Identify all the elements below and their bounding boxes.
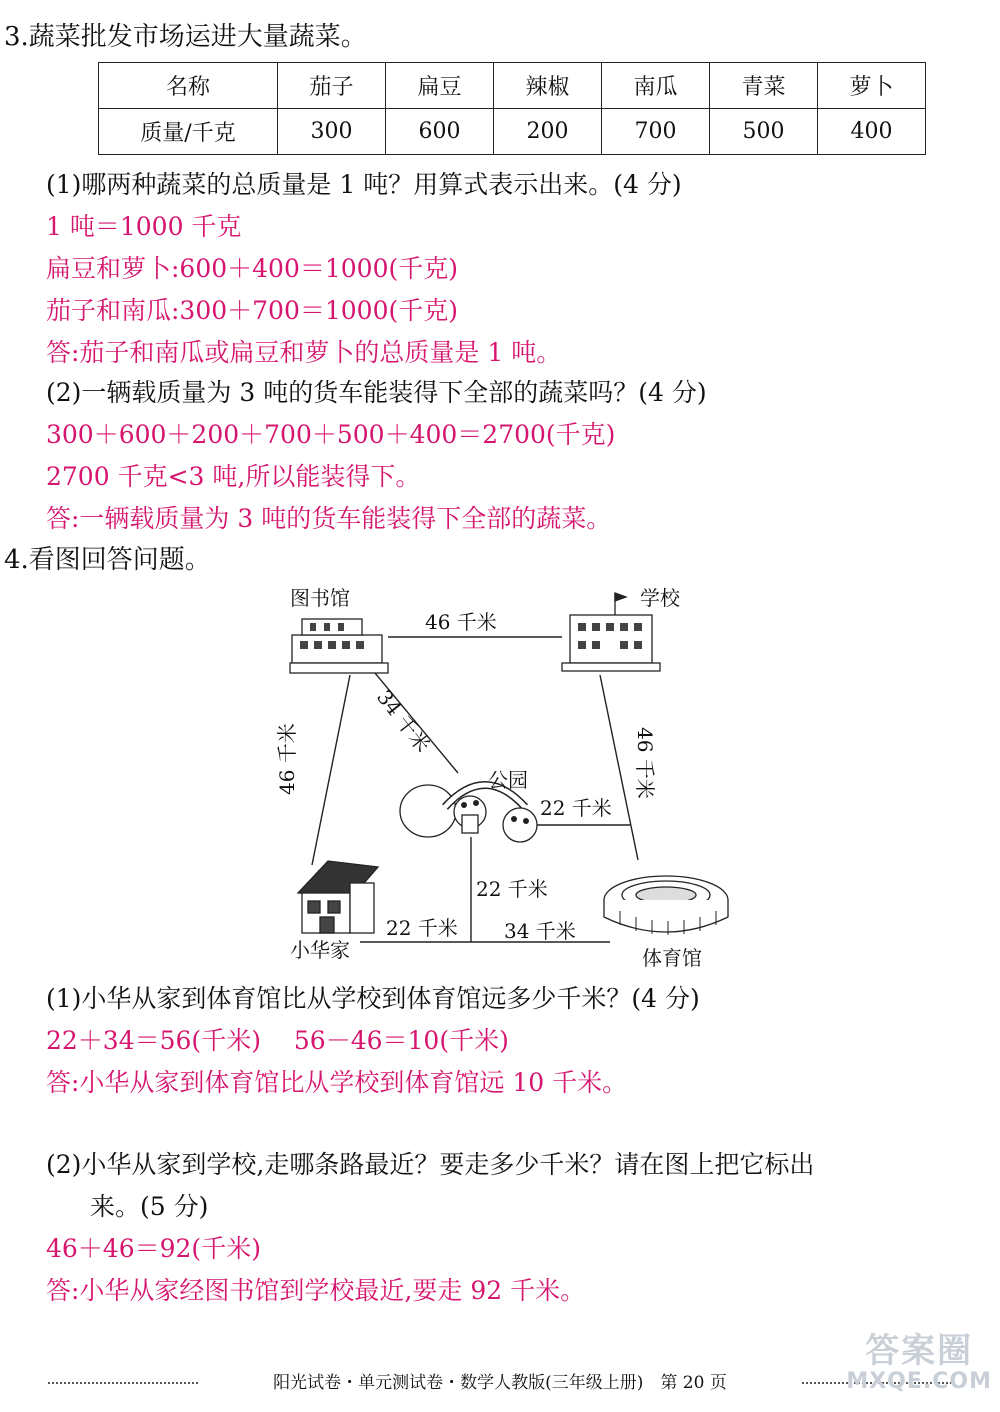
- table-cell: 萝卜: [818, 63, 926, 109]
- q4-part2-answer-line: 46＋46＝92(千米): [46, 1234, 261, 1263]
- footer-divider-left: [48, 1382, 198, 1384]
- table-cell: 500: [710, 109, 818, 155]
- table-cell: 南瓜: [602, 63, 710, 109]
- q3-part2-question: (2)一辆载质量为 3 吨的货车能装得下全部的蔬菜吗？(4 分): [46, 378, 707, 407]
- table-cell: 青菜: [710, 63, 818, 109]
- table-cell: 600: [386, 109, 494, 155]
- q3-part2-answer-line: 300＋600＋200＋700＋500＋400＝2700(千克): [46, 420, 616, 449]
- table-cell: 400: [818, 109, 926, 155]
- road-school-gym: [600, 675, 638, 860]
- q4-part1-answer-line: 答:小华从家到体育馆比从学校到体育馆远 10 千米。: [46, 1068, 628, 1097]
- table-cell: 300: [278, 109, 386, 155]
- home-icon: [298, 861, 378, 933]
- distance-home-mid: 22 千米: [386, 916, 458, 940]
- q4-part2-question: (2)小华从家到学校,走哪条路最近？要走多少千米？请在图上把它标出: [46, 1150, 815, 1179]
- label-gym: 体育馆: [642, 946, 702, 970]
- road-library-home: [312, 675, 350, 865]
- library-icon: [290, 619, 388, 673]
- label-school: 学校: [640, 586, 680, 610]
- label-home: 小华家: [290, 938, 350, 962]
- distance-park-gym: 22 千米: [540, 796, 612, 820]
- q3-part1-answer-line: 答:茄子和南瓜或扁豆和萝卜的总质量是 1 吨。: [46, 338, 562, 367]
- q3-part1-answer-line: 茄子和南瓜:300＋700＝1000(千克): [46, 296, 458, 325]
- table-cell: 扁豆: [386, 63, 494, 109]
- table-cell: 质量/千克: [99, 109, 278, 155]
- watermark-line2: MXQE.COM: [846, 1368, 992, 1394]
- table-row: [99, 109, 926, 155]
- watermark-line1: 答案圈: [865, 1331, 974, 1371]
- route-map: [270, 575, 760, 975]
- q4-part1-answer-line: 22＋34＝56(千米) 56－46＝10(千米): [46, 1026, 509, 1055]
- table-cell: 700: [602, 109, 710, 155]
- distance-park-down: 22 千米: [476, 877, 548, 901]
- q3-part1-answer-line: 扁豆和萝卜:600＋400＝1000(千克): [46, 254, 458, 283]
- q4-part1-question: (1)小华从家到体育馆比从学校到体育馆远多少千米？(4 分): [46, 984, 700, 1013]
- table-cell: 茄子: [278, 63, 386, 109]
- label-library: 图书馆: [290, 586, 350, 610]
- vegetable-table: [98, 62, 926, 155]
- table-cell: 辣椒: [494, 63, 602, 109]
- q3-heading: 3.蔬菜批发市场运进大量蔬菜。: [4, 22, 367, 52]
- park-icon: [400, 785, 537, 842]
- q3-part2-answer-line: 答:一辆载质量为 3 吨的货车能装得下全部的蔬菜。: [46, 504, 612, 533]
- watermark-logo: [846, 1331, 992, 1394]
- q4-part2-question-continued: 来。(5 分): [90, 1192, 209, 1221]
- distance-school-gym: 46 千米: [633, 727, 657, 799]
- q3-part1-question: (1)哪两种蔬菜的总质量是 1 吨？用算式表示出来。(4 分): [46, 170, 682, 199]
- table-cell: 名称: [99, 63, 278, 109]
- table-row: [99, 63, 926, 109]
- label-park: 公园: [488, 768, 528, 792]
- distance-mid-gym: 34 千米: [504, 919, 576, 943]
- distance-library-park: 34 千米: [372, 685, 436, 757]
- distance-library-home: 46 千米: [275, 723, 299, 795]
- gym-icon: [604, 876, 728, 935]
- q4-part2-answer-line: 答:小华从家经图书馆到学校最近,要走 92 千米。: [46, 1276, 586, 1305]
- q4-heading: 4.看图回答问题。: [4, 545, 211, 575]
- footer-text: 阳光试卷・单元测试卷・数学人教版(三年级上册) 第 20 页: [273, 1373, 727, 1393]
- q3-part1-answer-line: 1 吨＝1000 千克: [46, 212, 242, 241]
- q3-part2-answer-line: 2700 千克<3 吨,所以能装得下。: [46, 462, 421, 491]
- distance-library-school: 46 千米: [425, 610, 497, 634]
- table-cell: 200: [494, 109, 602, 155]
